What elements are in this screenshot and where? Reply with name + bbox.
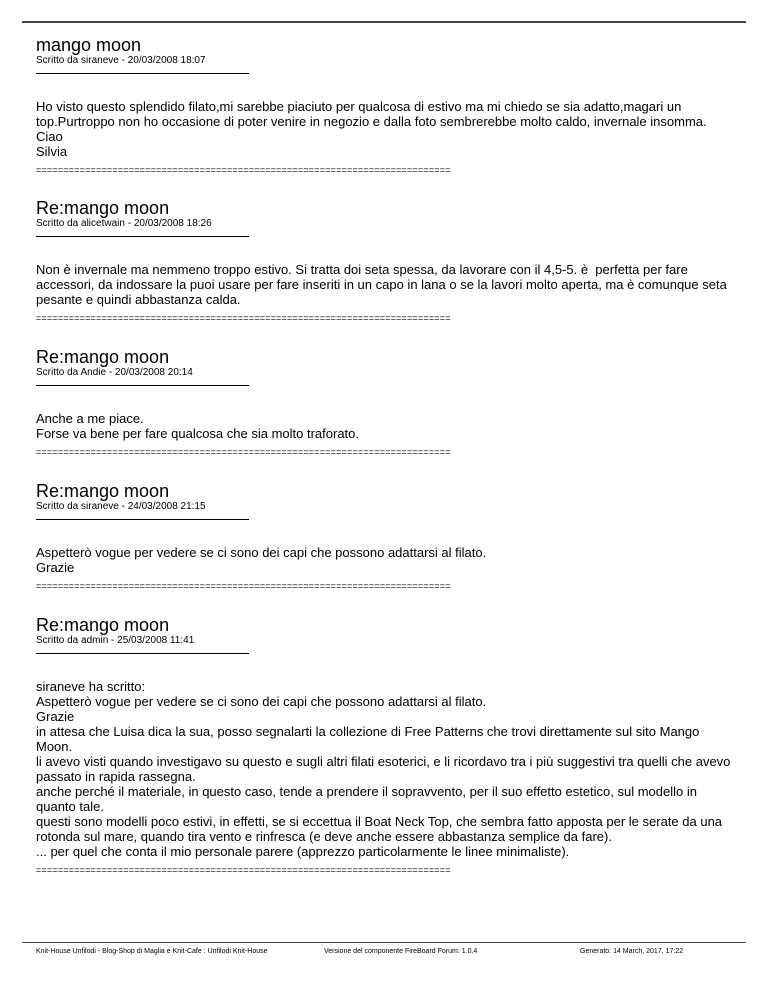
post-separator: ============================================================================ xyxy=(36,313,451,323)
top-rule xyxy=(22,21,746,23)
post-meta: Scritto da siraneve - 20/03/2008 18:07 xyxy=(36,55,206,66)
post-body: Anche a me piace. Forse va bene per fare qualcosa che sia molto traforato. xyxy=(36,411,360,441)
post-separator: ============================================================================ xyxy=(36,865,451,875)
footer-generated: Generato: 14 March, 2017, 17:22 xyxy=(580,948,684,955)
forum-thread xyxy=(36,36,736,875)
post-title: Re:mango moon xyxy=(36,347,170,367)
footer-site-name: Knit-House Unfilodi - Blog-Shop di Maglia e Knit-Cafe : Unfilodi Knit-House xyxy=(36,948,268,955)
post-meta: Scritto da alicetwain - 20/03/2008 18:26 xyxy=(36,218,212,229)
post-body: siraneve ha scritto: Aspetterò vogue per vedere se ci sono dei capi che possono adattarsi al filato. Grazie in attesa che Luisa dica la sua, posso segnalarti la collezione di Free Patterns che trovi direttamente sul sito Mango Moon. li avevo visti quando investigavo su questo e sugli altri filati esoterici, e li ricordavo tra i più suggestivi tra quelli che avevo passato in rapida rassegna. anche perché il materiale, in questo caso, tende a prendere il sopravvento, per il suo effetto estetico, sul modello in quanto tale. questi sono modelli poco estivi, in effetti, se si eccettua il Boat Neck Top, che sembra fatto apposta per le serate da una rotonda sul mare, quando tira vento e rinfresca (e deve anche essere abbastanza semplice da fare). ... per quel che conta il mio personale parere (apprezzo particolarmente le linee minimaliste). xyxy=(36,679,731,859)
post-separator: ============================================================================ xyxy=(36,447,451,457)
post-title: mango moon xyxy=(36,35,142,55)
post-body: Aspetterò vogue per vedere se ci sono dei capi che possono adattarsi al filato. Grazie xyxy=(36,545,487,575)
post-separator: ============================================================================ xyxy=(36,581,451,591)
post xyxy=(36,616,736,875)
meta-divider xyxy=(36,73,249,74)
post-meta: Scritto da Andie - 20/03/2008 20:14 xyxy=(36,367,193,378)
post-meta: Scritto da siraneve - 24/03/2008 21:15 xyxy=(36,501,206,512)
meta-divider xyxy=(36,236,249,237)
post-meta: Scritto da admin - 25/03/2008 11:41 xyxy=(36,635,195,646)
footer-version: Versione del componente FireBoard Forum: 1.0.4 xyxy=(324,948,478,955)
post-title: Re:mango moon xyxy=(36,615,170,635)
meta-divider xyxy=(36,385,249,386)
post-body: Ho visto questo splendido filato,mi sarebbe piaciuto per qualcosa di estivo ma mi chiedo se sia adatto,magari un top.Purtroppo non ho occasione di poter venire in negozio e dalla foto sembrerebbe molto caldo, invernale insomma. Ciao Silvia xyxy=(36,99,707,159)
meta-divider xyxy=(36,653,249,654)
post xyxy=(36,36,736,175)
post-title: Re:mango moon xyxy=(36,198,170,218)
post-body: Non è invernale ma nemmeno troppo estivo. Si tratta doi seta spessa, da lavorare con il 4,5-5. è perfetta per fare accessori, da indossare la puoi usare per fare inseriti in un capo in lana o se la lavori molto aperta, ma è comunque seta pesante e quindi abbastanza calda. xyxy=(36,262,727,307)
post-separator: ============================================================================ xyxy=(36,165,451,175)
meta-divider xyxy=(36,519,249,520)
post xyxy=(36,199,736,323)
post-title: Re:mango moon xyxy=(36,481,170,501)
post xyxy=(36,482,736,591)
post xyxy=(36,348,736,457)
footer-rule xyxy=(22,942,746,943)
